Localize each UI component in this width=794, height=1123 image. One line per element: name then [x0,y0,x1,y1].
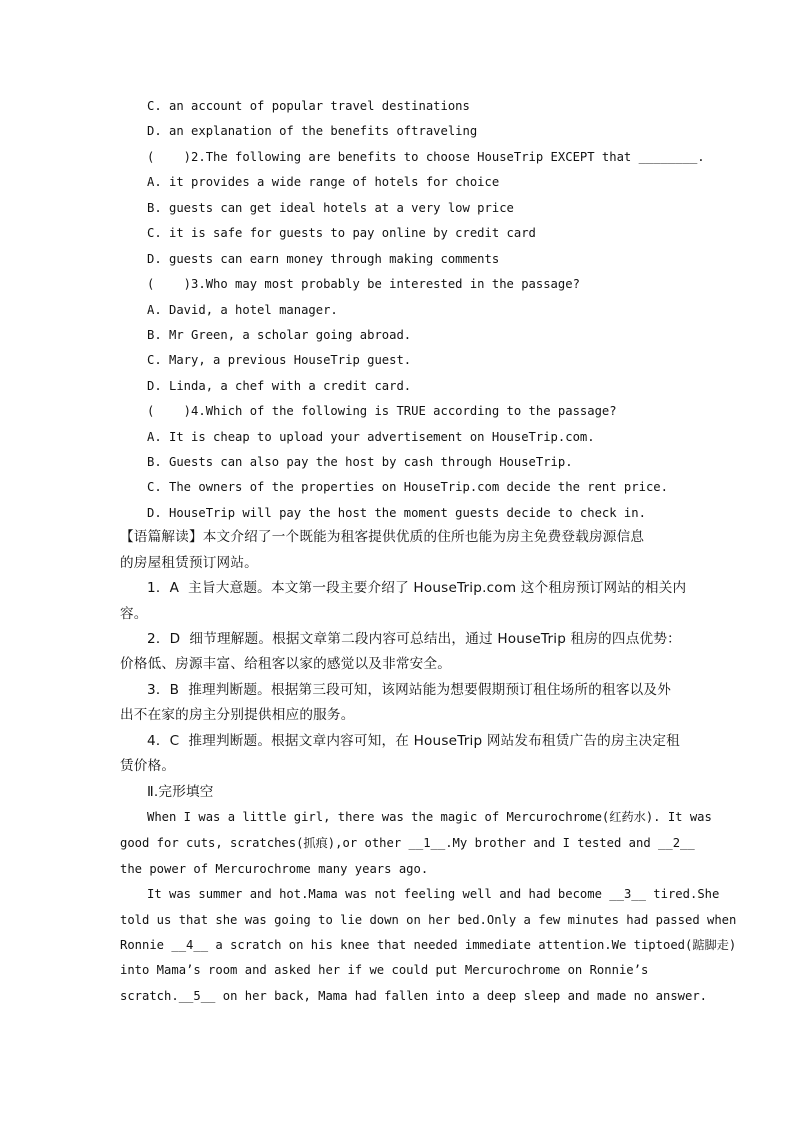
cloze-blank-4: __4__ [171,938,209,952]
cloze-blank-5: __5__ [178,989,216,1003]
analysis-intro-line2: 的房屋租赁预订网站。 [120,555,258,571]
analysis-intro-line1: 【语篇解读】本文介绍了一个既能为租客提供优质的住所也能为房主免费登载房源信息 [120,529,645,545]
cloze-p1-line2 [120,835,695,851]
cloze-p2-line2: told us that she was going to lie down on her bed.Only a few minutes had passed when [120,913,737,927]
cloze-blank-2: __2__ [658,836,695,850]
answer-4-line2: 赁价格。 [120,758,176,774]
cloze-text: a scratch on his knee that needed immediate attention.We tiptoed(踮脚走) [208,938,737,952]
cloze-text: scratch. [120,989,179,1003]
section-heading-cloze: Ⅱ.完形填空 [147,784,214,800]
cloze-text: .My brother and I tested and [445,836,659,850]
q2-option-d: D. guests can earn money through making comments [147,252,500,266]
cloze-p1-line3: the power of Mercurochrome many years ago. [120,862,429,876]
q2-option-a: A. it provides a wide range of hotels for choice [147,175,500,189]
cloze-blank-3: __3__ [609,887,646,901]
cloze-p2-line1 [147,886,719,902]
q4-option-a: A. It is cheap to upload your advertisement on HouseTrip.com. [147,430,595,444]
cloze-blank-1: __1__ [408,836,446,850]
q4-option-d: D. HouseTrip will pay the host the moment guests decide to check in. [147,506,646,520]
answer-1-line1: 1．A 主旨大意题。本文第一段主要介绍了 HouseTrip.com 这个租房预订网站的相关内 [147,580,687,596]
cloze-text: good for cuts, scratches(抓痕),or other [120,836,409,850]
answer-3-line1: 3．B 推理判断题。根据第三段可知，该网站能为想要假期预订租住场所的租客以及外 [147,682,671,698]
cloze-text: It was summer and hot.Mama was not feeling well and had become [147,887,610,901]
cloze-p2-line5 [120,988,707,1004]
cloze-p1-line1: When I was a little girl, there was the magic of Mercurochrome(红药水). It was [147,810,712,824]
answer-4-line1: 4．C 推理判断题。根据文章内容可知，在 HouseTrip 网站发布租赁广告的房主决定租 [147,733,680,749]
answer-1-line2: 容。 [120,606,148,622]
cloze-p2-line3 [120,937,736,953]
q4-option-c: C. The owners of the properties on HouseTrip.com decide the rent price. [147,480,668,494]
answer-3-line2: 出不在家的房主分别提供相应的服务。 [120,707,355,723]
q2-stem: ( )2.The following are benefits to choose HouseTrip EXCEPT that ________. [147,150,705,164]
q1-option-c: C. an account of popular travel destinations [147,99,470,113]
q4-option-b: B. Guests can also pay the host by cash through HouseTrip. [147,455,573,469]
cloze-text: on her back, Mama had fallen into a deep sleep and made no answer. [215,989,708,1003]
q4-stem: ( )4.Which of the following is TRUE according to the passage? [147,404,617,418]
q3-stem: ( )3.Who may most probably be interested in the passage? [147,277,580,291]
answer-2-line2: 价格低、房源丰富、给租客以家的感觉以及非常安全。 [120,656,452,672]
q3-option-d: D. Linda, a chef with a credit card. [147,379,412,393]
q3-option-b: B. Mr Green, a scholar going abroad. [147,328,412,342]
q2-option-c: C. it is safe for guests to pay online by credit card [147,226,536,240]
answer-2-line1: 2．D 细节理解题。根据文章第二段内容可总结出，通过 HouseTrip 租房的四点优势： [147,631,681,647]
cloze-text: tired.She [645,887,720,901]
q3-option-a: A. David, a hotel manager. [147,303,338,317]
q1-option-d: D. an explanation of the benefits oftraveling [147,124,478,138]
cloze-p2-line4: into Mama’s room and asked her if we could put Mercurochrome on Ronnie’s [120,963,649,977]
q2-option-b: B. guests can get ideal hotels at a very low price [147,201,514,215]
q3-option-c: C. Mary, a previous HouseTrip guest. [147,353,412,367]
cloze-text: Ronnie [120,938,172,952]
